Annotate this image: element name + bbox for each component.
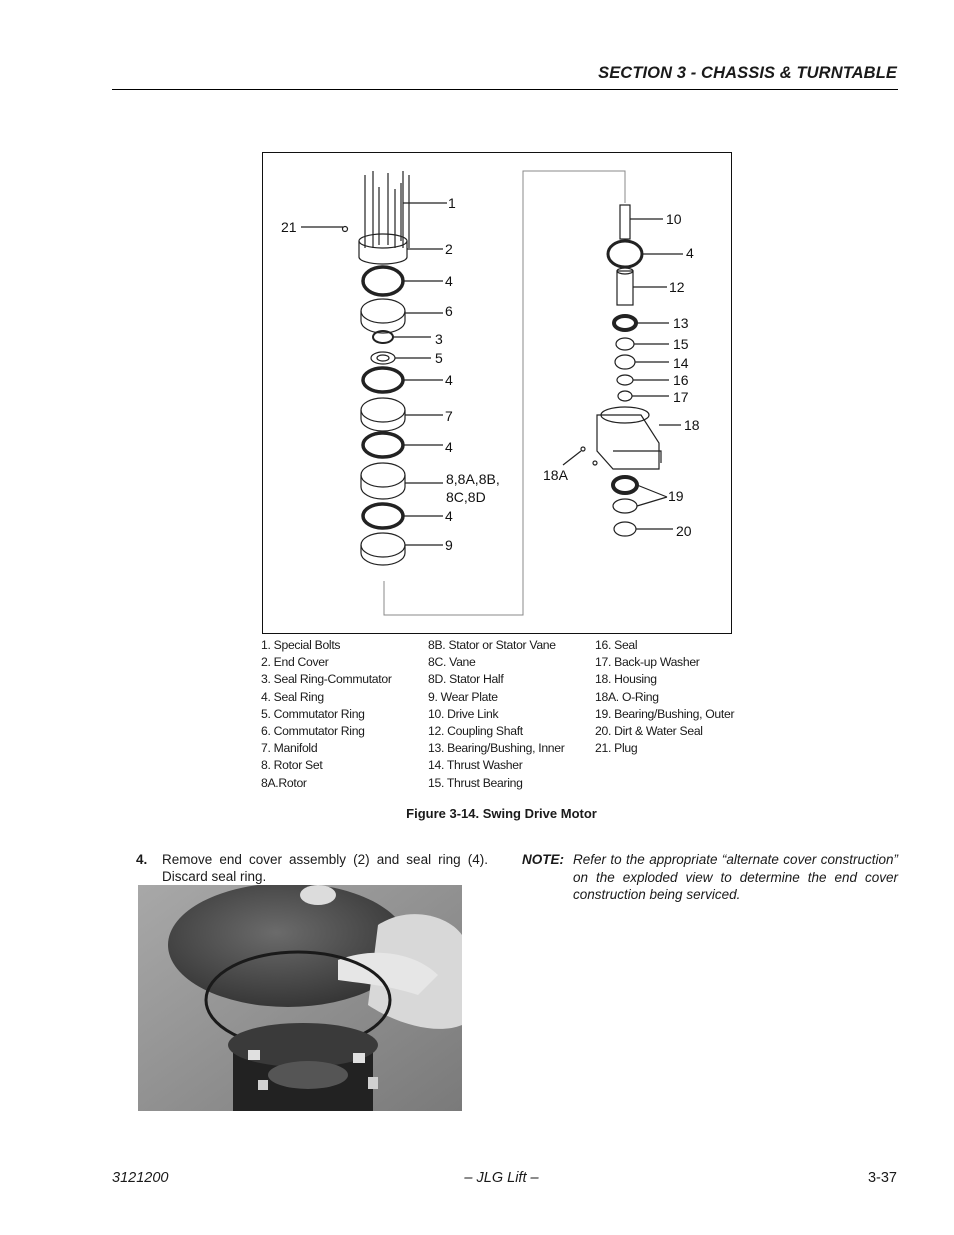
callout-4a: 4 xyxy=(445,273,453,289)
footer-doc-number: 3121200 xyxy=(112,1170,169,1186)
legend-item: 1. Special Bolts xyxy=(261,638,341,652)
note-text: Refer to the appropriate “alternate cover construction” on the exploded view to determine the end cover construction being serviced. xyxy=(573,852,898,902)
callout-12: 12 xyxy=(669,279,685,295)
figure-caption: Figure 3-14. Swing Drive Motor xyxy=(406,806,597,821)
legend-item: 12. Coupling Shaft xyxy=(428,724,523,739)
callout-5: 5 xyxy=(435,350,443,366)
callout-16: 16 xyxy=(673,372,689,388)
legend-item: 21. Plug xyxy=(595,741,638,756)
callout-15: 15 xyxy=(673,336,689,352)
legend-item: 19. Bearing/Bushing, Outer xyxy=(595,706,735,721)
legend-item: 8. Rotor Set xyxy=(261,758,323,773)
callout-4c: 4 xyxy=(445,439,453,455)
legend-item: 8A.Rotor xyxy=(261,775,307,790)
callout-7: 7 xyxy=(445,408,453,424)
callout-19: 19 xyxy=(668,488,684,504)
exploded-view-figure xyxy=(262,152,732,634)
legend-item: 7. Manifold xyxy=(261,741,318,756)
header-rule xyxy=(112,89,898,90)
legend-column-1 xyxy=(261,637,392,792)
exploded-view-drawing xyxy=(263,153,733,635)
legend-item: 16. Seal xyxy=(595,638,638,652)
step-text: Remove end cover assembly (2) and seal ring (4). Discard seal ring. xyxy=(162,852,488,884)
callout-1: 1 xyxy=(448,195,456,211)
legend-item: 10. Drive Link xyxy=(428,706,499,721)
legend-item: 8C. Vane xyxy=(428,655,476,670)
legend-item: 15. Thrust Bearing xyxy=(428,775,523,790)
legend-item: 2. End Cover xyxy=(261,655,329,670)
callout-4e: 4 xyxy=(686,245,694,261)
legend-item: 14. Thrust Washer xyxy=(428,758,523,773)
section-title: SECTION 3 - CHASSIS & TURNTABLE xyxy=(598,64,897,82)
callout-20: 20 xyxy=(676,523,692,539)
callout-18: 18 xyxy=(684,417,700,433)
legend-item: 8D. Stator Half xyxy=(428,672,504,687)
legend-item: 20. Dirt & Water Seal xyxy=(595,724,703,739)
legend-column-2 xyxy=(428,637,565,792)
callout-4b: 4 xyxy=(445,372,453,388)
note-block xyxy=(522,851,898,904)
legend-item: 17. Back-up Washer xyxy=(595,655,700,670)
step-number: 4. xyxy=(136,852,148,867)
legend-item: 5. Commutator Ring xyxy=(261,706,365,721)
end-cover-removal-photo xyxy=(138,885,462,1111)
callout-14: 14 xyxy=(673,355,689,371)
callout-18a: 18A xyxy=(543,467,568,483)
procedure-step-4 xyxy=(136,851,488,885)
callout-10: 10 xyxy=(666,211,682,227)
legend-item: 8B. Stator or Stator Vane xyxy=(428,638,556,652)
legend-column-3 xyxy=(595,637,734,757)
callout-3: 3 xyxy=(435,331,443,347)
callout-8: 8,8A,8B, xyxy=(446,471,500,487)
footer-page-number: 3-37 xyxy=(867,1170,897,1186)
callout-4d: 4 xyxy=(445,508,453,524)
callout-9: 9 xyxy=(445,537,453,553)
legend-item: 6. Commutator Ring xyxy=(261,724,365,739)
callout-6: 6 xyxy=(445,303,453,319)
legend-item: 13. Bearing/Bushing, Inner xyxy=(428,741,565,756)
note-label: NOTE: xyxy=(522,852,564,867)
legend-item: 18. Housing xyxy=(595,672,657,687)
legend-item: 18A. O-Ring xyxy=(595,689,659,704)
callout-13: 13 xyxy=(673,315,689,331)
callout-17: 17 xyxy=(673,389,689,405)
footer-publisher: – JLG Lift – xyxy=(464,1170,539,1186)
callout-8c: 8C,8D xyxy=(446,489,486,505)
legend-item: 9. Wear Plate xyxy=(428,689,498,704)
legend-item: 4. Seal Ring xyxy=(261,689,324,704)
callout-2: 2 xyxy=(445,241,453,257)
legend-item: 3. Seal Ring-Commutator xyxy=(261,672,392,687)
callout-21: 21 xyxy=(281,219,297,235)
